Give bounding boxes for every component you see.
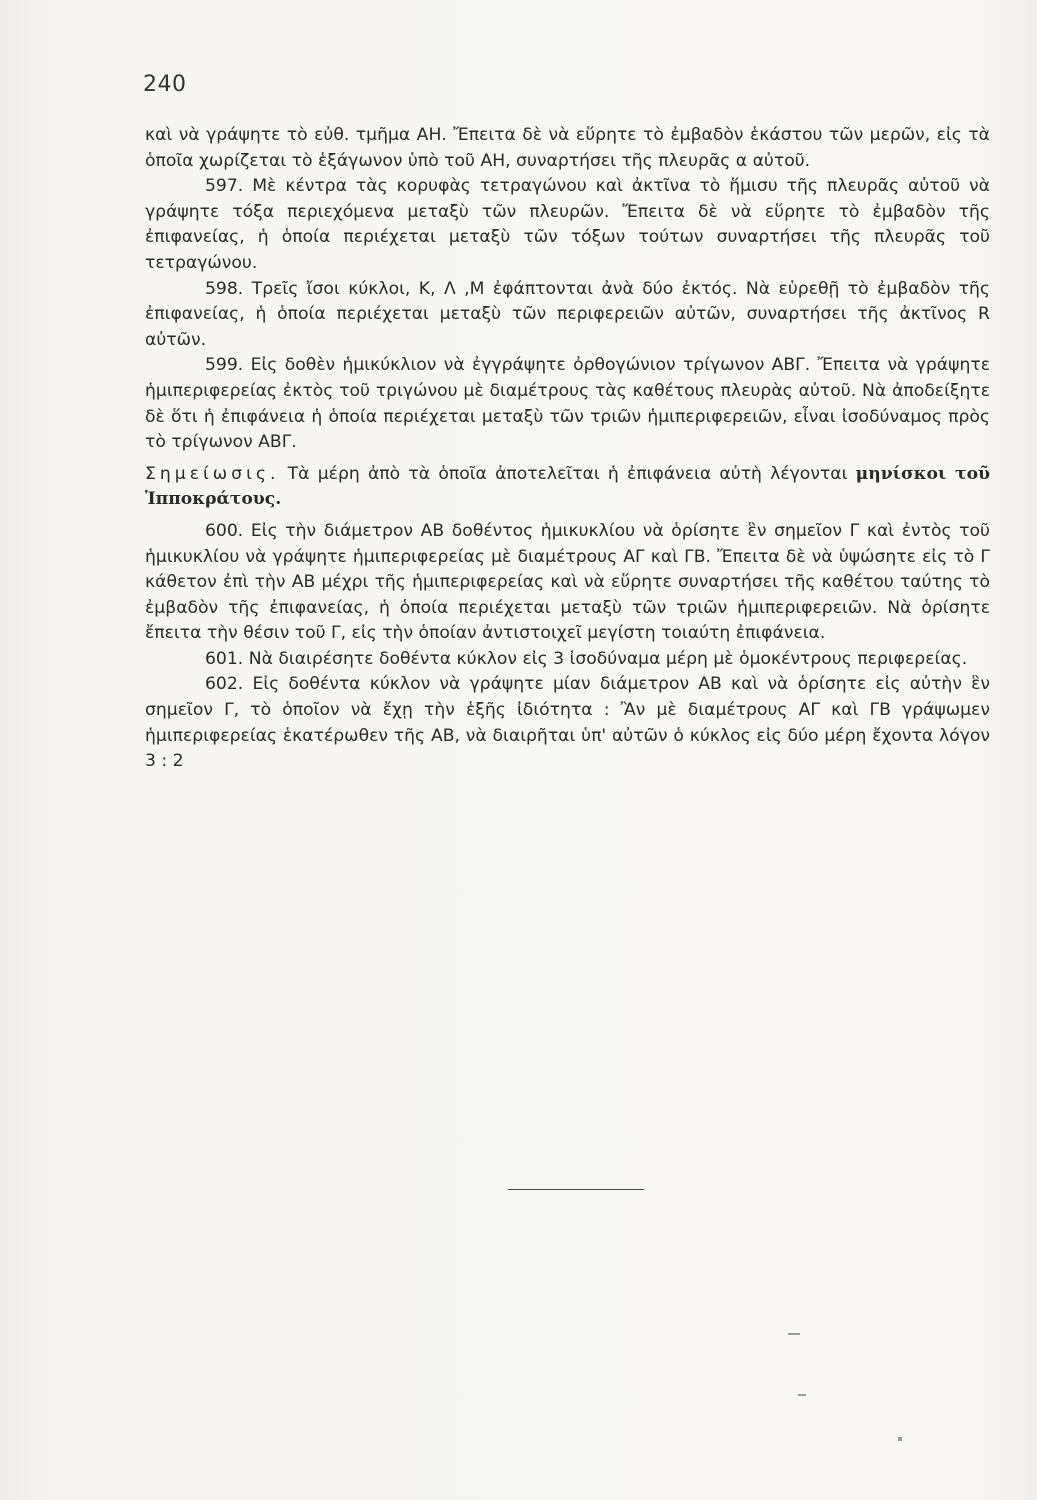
exercise-598: 598. Τρεῖς ἴσοι κύκλοι, Κ, Λ ,Μ ἐφάπτονται ἀνὰ δύο ἐκτός. Νὰ εὑρεθῇ τὸ ἐμβαδὸν τῆς ἐπιφανείας, ἡ ὁποία περιέχεται μεταξὺ τῶν περιφερειῶν αὐτῶν, συναρτήσει τῆς ἀκτῖνος R αὐτῶν. <box>145 278 990 350</box>
note-label: Σημείωσις. <box>145 463 280 484</box>
note-bold-term: μηνίσκοι τοῦ Ἱπποκράτους. <box>145 463 990 510</box>
note-paragraph <box>145 462 990 513</box>
scan-speck <box>788 1333 800 1335</box>
main-text-block <box>145 123 990 775</box>
exercise-600: 600. Εἰς τὴν διάμετρον ΑΒ δοθέντος ἡμικυκλίου νὰ ὁρίσητε ἓν σημεῖον Γ καὶ ἐντὸς τοῦ ἡμικυκλίου νὰ γράψητε ἡμιπεριφερείας μὲ διαμέτρους ΑΓ καὶ ΓΒ. Ἔπειτα δὲ νὰ ὑψώσητε εἰς τὸ Γ κάθετον ἐπὶ τὴν ΑΒ μέχρι τῆς ἡμιπεριφερείας καὶ νὰ εὕρητε συναρτήσει τῆς καθέτου ταύτης τὸ ἐμβαδὸν τῆς ἐπιφανείας, ἡ ὁποία περιέχεται μεταξὺ τῶν τριῶν ἡμιπεριφερειῶν. Νὰ ὁρίσητε ἔπειτα τὴν θέσιν τοῦ Γ, εἰς τὴν ὁποίαν ἀντιστοιχεῖ μεγίστη τοιαύτη ἐπιφάνεια. <box>145 520 990 644</box>
exercise-599: 599. Εἰς δοθὲν ἡμικύκλιον νὰ ἐγγράψητε ὀρθογώνιον τρίγωνον ΑΒΓ. Ἔπειτα νὰ γράψητε ἡμιπεριφερείας ἐκτὸς τοῦ τριγώνου μὲ διαμέτρους τὰς καθέτους πλευρὰς αὐτοῦ. Νὰ ἀποδείξητε δὲ ὅτι ἡ ἐπιφάνεια ἡ ὁποία περιέχεται μεταξὺ τῶν τριῶν ἡμιπεριφερειῶν, εἶναι ἰσοδύναμος πρὸς τὸ τρίγωνον ΑΒΓ. <box>145 355 990 453</box>
paragraph-continuation: καὶ νὰ γράψητε τὸ εὐθ. τμῆμα ΑΗ. Ἔπειτα δὲ νὰ εὕρητε τὸ ἐμβαδὸν ἑκάστου τῶν μερῶν, εἰς τὰ ὁποῖα χωρίζεται τὸ ἑξάγωνον ὑπὸ τοῦ ΑΗ, συναρτήσει τῆς πλευρᾶς α αὐτοῦ. <box>145 125 990 171</box>
exercise-597: 597. Μὲ κέντρα τὰς κορυφὰς τετραγώνου καὶ ἀκτῖνα τὸ ἥμισυ τῆς πλευρᾶς αὐτοῦ νὰ γράψητε τόξα περιεχόμενα μεταξὺ τῶν πλευρῶν. Ἔπειτα δὲ νὰ εὕρητε τὸ ἐμβαδὸν τῆς ἐπιφανείας, ἡ ὁποία περιέχεται μεταξὺ τῶν τόξων τούτων συναρτήσει τῆς πλευρᾶς τοῦ τετραγώνου. <box>145 176 990 273</box>
scan-speck <box>798 1394 806 1396</box>
note-text: Τὰ μέρη ἀπὸ τὰ ὁποῖα ἀποτελεῖται ἡ ἐπιφάνεια αὐτὴ λέγονται <box>279 463 856 484</box>
scan-speck <box>898 1437 902 1441</box>
end-rule <box>508 1189 644 1190</box>
page-number: 240 <box>143 72 187 97</box>
exercise-601: 601. Νὰ διαιρέσητε δοθέντα κύκλον εἰς 3 ἰσοδύναμα μέρη μὲ ὁμοκέντρους περιφερείας. <box>205 648 968 669</box>
exercise-602: 602. Εἰς δοθέντα κύκλον νὰ γράψητε μίαν διάμετρον ΑΒ καὶ νὰ ὁρίσητε εἰς αὐτὴν ἓν σημεῖον Γ, τὸ ὁποῖον νὰ ἔχῃ τὴν ἑξῆς ἰδιότητα : Ἂν μὲ διαμέτρους ΑΓ καὶ ΓΒ γράψωμεν ἡμιπεριφερείας ἑκατέρωθεν τῆς ΑΒ, νὰ διαιρῆται ὑπ' αὐτῶν ὁ κύκλος εἰς δύο μέρη ἔχοντα λόγον 3 : 2 <box>145 674 990 772</box>
